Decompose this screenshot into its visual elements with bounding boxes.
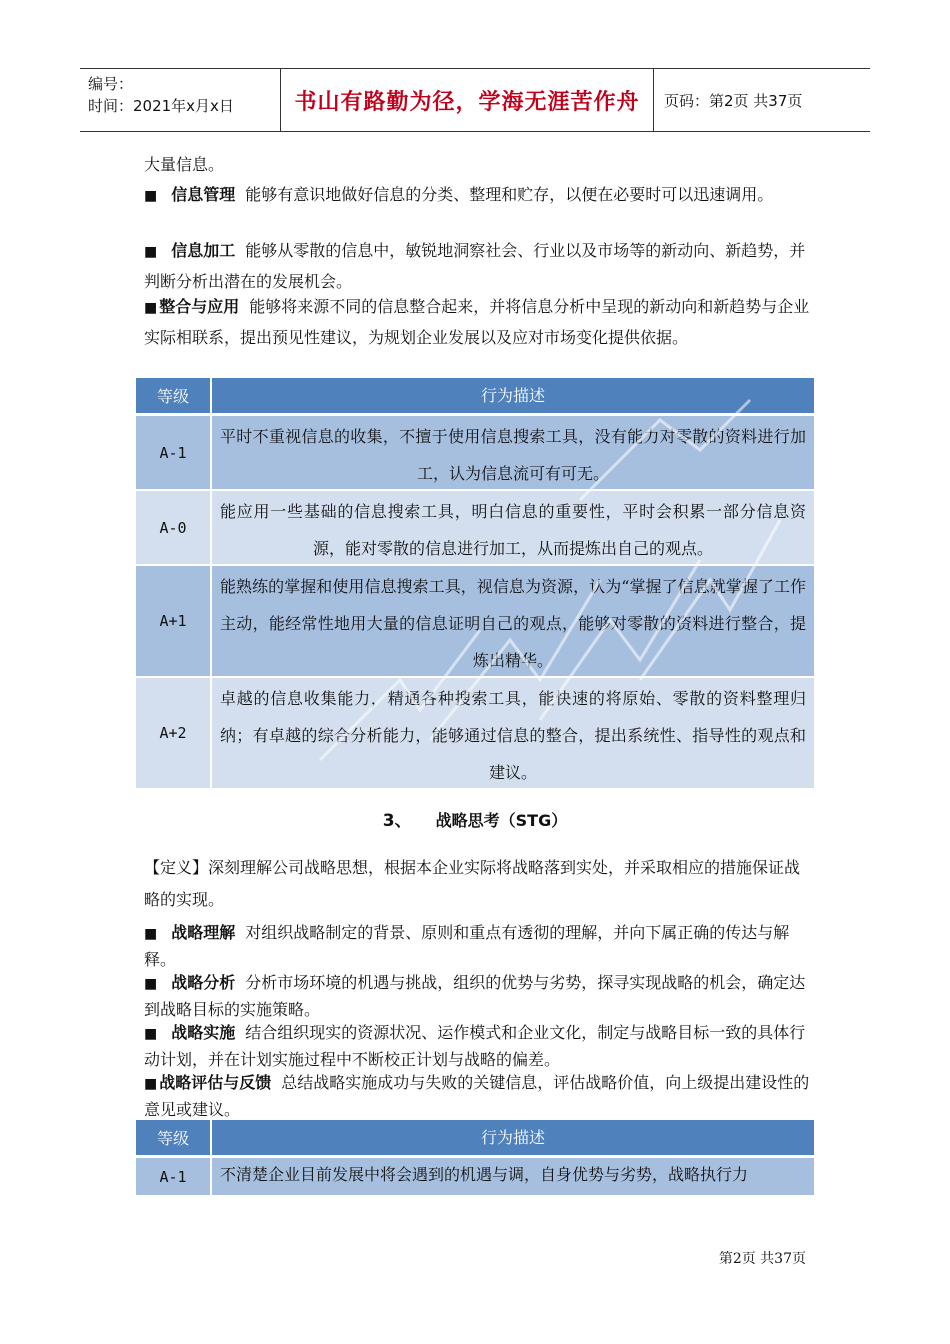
header-description: 行为描述 [212, 1120, 814, 1158]
square-bullet-icon: ■ [144, 926, 158, 942]
bullet-term: 信息加工 [171, 241, 236, 260]
bullet-term: 战略分析 [171, 973, 236, 992]
square-bullet-icon: ■ [144, 1076, 158, 1092]
behavior-table-strategy [136, 1120, 814, 1195]
bullet-term: 战略理解 [171, 923, 236, 942]
table-row [136, 566, 814, 676]
table-row [136, 416, 814, 489]
continuation-text: 大量信息。 [144, 155, 225, 174]
bullet-item [144, 292, 812, 353]
row-level: A+1 [136, 566, 210, 676]
time-label: 时间：2021年x月x日 [88, 97, 234, 115]
row-description: 平时不重视信息的收集，不擅于使用信息搜索工具，没有能力对零散的资料进行加工，认为信息流可有可无。 [212, 416, 814, 489]
header-page-label: 页码：第2页 共37页 [664, 91, 803, 110]
bullet-text: 分析市场环境的机遇与挑战，组织的优势与劣势，探寻实现战略的机会，确定达到战略目标的实施策略。 [144, 973, 806, 1019]
row-level: A-1 [136, 416, 210, 489]
number-label: 编号： [88, 75, 134, 93]
bullet-term: 战略实施 [171, 1023, 236, 1042]
table-row [136, 1158, 814, 1195]
behavior-table-info [136, 378, 814, 788]
section-heading [0, 806, 950, 831]
bullet-text: 对组织战略制定的背景、原则和重点有透彻的理解，并向下属正确的传达与解释。 [144, 923, 790, 969]
bullet-term: 信息管理 [171, 185, 236, 204]
row-level: A+2 [136, 678, 210, 788]
bullet-item [144, 180, 812, 211]
bullet-text: 总结战略实施成功与失败的关键信息，评估战略价值，向上级提出建设性的意见或建议。 [144, 1073, 810, 1119]
header-level: 等级 [136, 378, 210, 416]
header-meta [80, 69, 281, 131]
bullet-item [144, 920, 812, 972]
bullet-item [144, 236, 812, 297]
square-bullet-icon: ■ [144, 1026, 158, 1042]
table-row [136, 678, 814, 788]
header-description: 行为描述 [212, 378, 814, 416]
bullet-text: 能够从零散的信息中，敏锐地洞察社会、行业以及市场等的新动向、新趋势，并判断分析出潜在的发展机会。 [144, 241, 806, 291]
header-level: 等级 [136, 1120, 210, 1158]
row-description: 能熟练的掌握和使用信息搜索工具，视信息为资源，认为“掌握了信息就掌握了工作主动，能经常性地用大量的信息证明自己的观点，能够对零散的资料进行整合，提炼出精华。 [212, 566, 814, 676]
bullet-term: 整合与应用 [159, 297, 240, 316]
square-bullet-icon: ■ [144, 188, 158, 204]
section-title: 战略思考（STG） [435, 811, 568, 830]
square-bullet-icon: ■ [144, 976, 158, 992]
square-bullet-icon: ■ [144, 244, 158, 260]
bullet-text: 能够将来源不同的信息整合起来，并将信息分析中呈现的新动向和新趋势与企业实际相联系，提出预见性建议，为规划企业发展以及应对市场变化提供依据。 [144, 297, 810, 347]
row-description: 卓越的信息收集能力，精通各种搜索工具，能快速的将原始、零散的资料整理归纳；有卓越的综合分析能力，能够通过信息的整合，提出系统性、指导性的观点和建议。 [212, 678, 814, 788]
table-row [136, 491, 814, 564]
table-header-row [136, 1120, 814, 1158]
row-level: A-0 [136, 491, 210, 564]
bullet-item [144, 1070, 812, 1122]
table-header-row [136, 378, 814, 416]
row-description: 不清楚企业目前发展中将会遇到的机遇与调，自身优势与劣势，战略执行力 [212, 1158, 814, 1195]
definition-text: 【定义】深刻理解公司战略思想，根据本企业实际将战略落到实处，并采取相应的措施保证战略的实现。 [144, 858, 801, 909]
row-level: A-1 [136, 1158, 210, 1195]
square-bullet-icon: ■ [144, 300, 158, 316]
bullet-item [144, 970, 812, 1022]
row-description: 能应用一些基础的信息搜索工具，明白信息的重要性，平时会积累一部分信息资源，能对零散的信息进行加工，从而提炼出自己的观点。 [212, 491, 814, 564]
section-number: 3、 [382, 811, 412, 831]
page-header [80, 68, 870, 132]
header-motto: 书山有路勤为径，学海无涯苦作舟 [281, 69, 654, 131]
bullet-item [144, 1020, 812, 1072]
page-footer: 第2页 共37页 [718, 1251, 806, 1267]
bullet-text: 结合组织现实的资源状况、运作模式和企业文化，制定与战略目标一致的具体行动计划，并在计划实施过程中不断校正计划与战略的偏差。 [144, 1023, 806, 1069]
bullet-term: 战略评估与反馈 [159, 1073, 272, 1092]
bullet-text: 能够有意识地做好信息的分类、整理和贮存，以便在必要时可以迅速调用。 [245, 185, 774, 204]
